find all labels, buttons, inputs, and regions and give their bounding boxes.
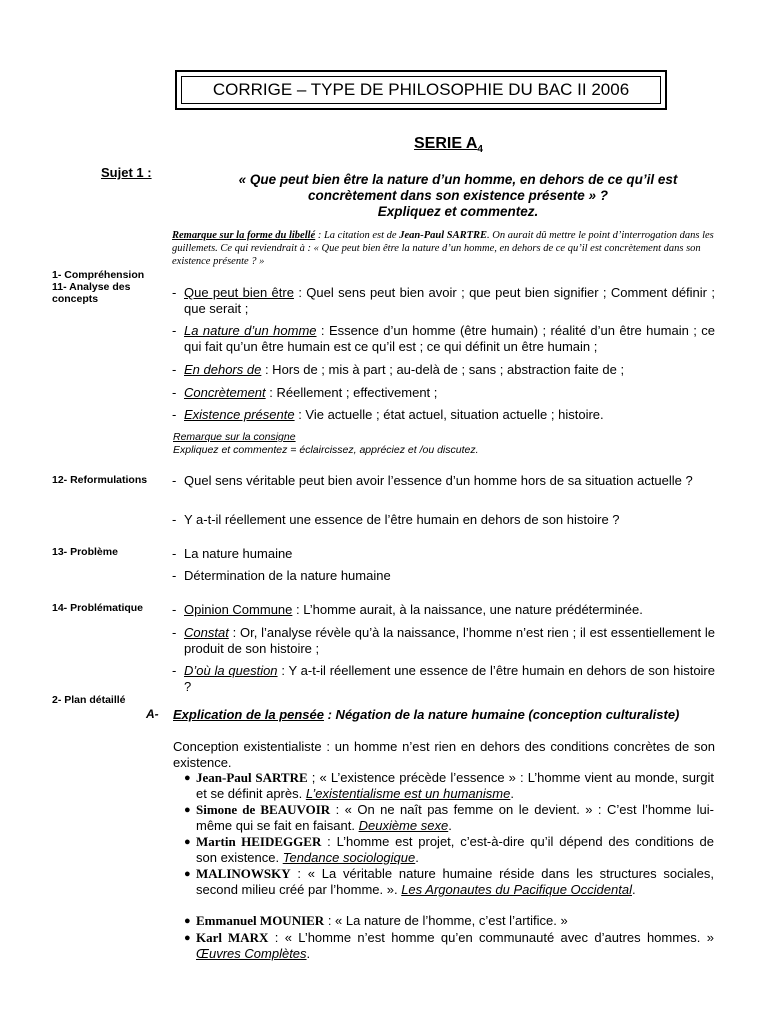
quote-line-2: concrètement dans son existence présente » ? [307,188,609,203]
reformulation-text: Y a-t-il réellement une essence de l’être humain en dehors de son histoire ? [184,512,620,527]
problematique-term: Opinion Commune [184,602,293,617]
side-label-reformulations: 12- Reformulations [52,474,148,486]
concept-item [172,323,715,355]
concept-item [172,285,715,317]
author-name: Simone de BEAUVOIR [196,802,331,817]
serie-label: SERIE A [414,135,478,152]
dash-marker: - [172,602,177,617]
problematique-item [172,625,715,657]
subject-quote [180,172,736,220]
concept-definition: : Essence d’un homme (être humain) ; réalité d’un être humain ; ce qui fait qu’un être humain est ce qu’il est ; ce qui définit un être humain ; [184,323,715,354]
problematique-item [172,602,715,618]
quote-line-1: « Que peut bien être la nature d’un homme, en dehors de ce qu’il est [238,172,678,187]
consigne-heading-text: Remarque sur la consigne [173,431,296,443]
dash-marker: - [172,323,177,338]
author-bullet [184,930,714,962]
section-a-body: Conception existentialiste : un homme n’est rien en dehors des conditions concrètes de son existence. [173,739,715,770]
probleme-text: La nature humaine [184,546,293,561]
remarque-forme [172,229,720,268]
author-bullet [184,866,714,898]
concept-term: Concrètement [184,385,266,400]
side-label-analyse-line1: 11- Analyse des [52,281,131,293]
side-label-analyse-line2: concepts [52,293,99,305]
serie-heading [414,135,483,155]
sujet-label: Sujet 1 : [101,165,152,180]
side-label-plan: 2- Plan détaillé [52,694,126,706]
dash-marker: - [172,625,177,640]
reformulation-text: Quel sens véritable peut bien avoir l’essence d’un homme hors de sa situation actuelle ? [184,473,693,488]
remarque-forme-text-1: : La citation est de [315,230,400,241]
probleme-item [172,546,715,562]
author-work: Les Argonautes du Pacifique Occidental [401,882,632,897]
quote-line-3: Expliquez et commentez. [377,204,539,219]
problematique-term: D’où la question [184,663,278,678]
dash-marker: - [172,568,177,583]
dash-marker: - [172,473,177,488]
author-text: : L’homme est projet, c’est-à-dire qu’il dépend des conditions de son existence. [196,834,714,865]
concept-definition: : Quel sens peut bien avoir ; que peut bien signifier ; Comment définir ; que serait ; [184,285,715,316]
concept-definition: : Vie actuelle ; état actuel, situation actuelle ; histoire. [294,407,604,422]
author-tail: . [415,850,419,865]
concept-item [172,385,715,401]
author-tail: . [306,946,311,961]
concept-item [172,362,715,378]
author-work: L’existentialisme est un humanisme [305,786,511,801]
author-work: Tendance sociologique [282,850,416,865]
author-text: : « L’homme n’est homme qu’en communauté avec d’autres hommes. » [268,930,714,945]
side-label-analyse [52,281,130,305]
author-tail: . [510,786,514,801]
dash-marker: - [172,385,177,400]
concept-item [172,407,715,423]
author-bullet [184,802,714,834]
concept-term: En dehors de [184,362,262,377]
reformulation-item [172,473,715,489]
problematique-definition: : Y a-t-il réellement une essence de l’être humain en dehors de son histoire ? [184,663,715,694]
bullet-dot: ● [184,772,191,784]
problematique-definition: : L’homme aurait, à la naissance, une nature prédéterminée. [292,602,643,617]
dash-marker: - [172,512,177,527]
author-text: : « On ne naît pas femme on le devient. » : C’est l’homme lui-même qui se fait en faisant. [196,802,714,833]
dash-marker: - [172,285,177,300]
document-title: CORRIGE – TYPE DE PHILOSOPHIE DU BAC II 2006 [181,76,661,104]
reformulation-item [172,512,715,528]
author-name: Jean-Paul SARTRE [196,770,308,785]
section-a-letter: A- [146,707,159,721]
dash-marker: - [172,546,177,561]
author-name: Karl MARX [196,930,269,945]
side-label-probleme: 13- Problème [52,546,118,558]
dash-marker: - [172,362,177,377]
author-text: ; « L’existence précède l’essence » : L’homme vient au monde, surgit et se définit après. [196,770,714,801]
remarque-forme-heading: Remarque sur la forme du libellé [172,230,316,241]
author-name: Martin HEIDEGGER [196,834,322,849]
bullet-dot: ● [184,915,191,927]
author-name: MALINOWSKY [196,866,291,881]
problematique-definition: : Or, l’analyse révèle qu’à la naissance, l’homme n’est rien ; il est essentiellement le produit de son histoire ; [184,625,715,656]
bullet-dot: ● [184,804,191,816]
author-tail: . [448,818,452,833]
bullet-dot: ● [184,932,191,944]
consigne-heading [173,431,296,444]
section-a-heading [173,707,715,723]
author-bullet [184,770,714,802]
author-work: Deuxième sexe [358,818,449,833]
author-bullet [184,913,714,929]
bullet-dot: ● [184,868,191,880]
side-label-problematique: 14- Problématique [52,602,144,614]
bullet-dot: ● [184,836,191,848]
remarque-forme-text-2: . On aurait dû mettre le point d’interrogation dans les guillemets. Ce qui reviendrait à : « Que peut bien être la nature d’un homme, en dehors de ce qu’il est concrètement dans son existence présente ? » [172,230,714,267]
serie-subscript: 4 [477,144,483,156]
title-frame [175,70,667,110]
remarque-forme-author: Jean-Paul SARTRE [399,230,488,241]
author-text: : « La véritable nature humaine réside dans les structures sociales, second milieu créé par l’homme. ». [196,866,714,897]
concept-term: Existence présente [184,407,295,422]
author-name: Emmanuel MOUNIER [196,913,325,928]
problematique-item [172,663,715,695]
section-a-heading-rest: : Négation de la nature humaine (conception culturaliste) [324,707,680,722]
author-text: : « La nature de l’homme, c’est l’artifice. » [324,913,568,928]
dash-marker: - [172,663,177,678]
concept-term: La nature d’un homme [184,323,317,338]
author-bullet [184,834,714,866]
probleme-text: Détermination de la nature humaine [184,568,391,583]
side-label-comprehension: 1- Compréhension [52,269,145,281]
section-a-heading-underlined: Explication de la pensée [173,707,324,722]
dash-marker: - [172,407,177,422]
concept-definition: : Hors de ; mis à part ; au-delà de ; sans ; abstraction faite de ; [261,362,625,377]
probleme-item [172,568,715,584]
concept-definition: : Réellement ; effectivement ; [265,385,438,400]
author-tail: . [631,882,636,897]
consigne-text: Expliquez et commentez = éclaircissez, appréciez et /ou discutez. [173,444,479,456]
problematique-term: Constat [184,625,229,640]
concept-term: Que peut bien être [184,285,294,300]
author-work: Œuvres Complètes [196,946,307,961]
